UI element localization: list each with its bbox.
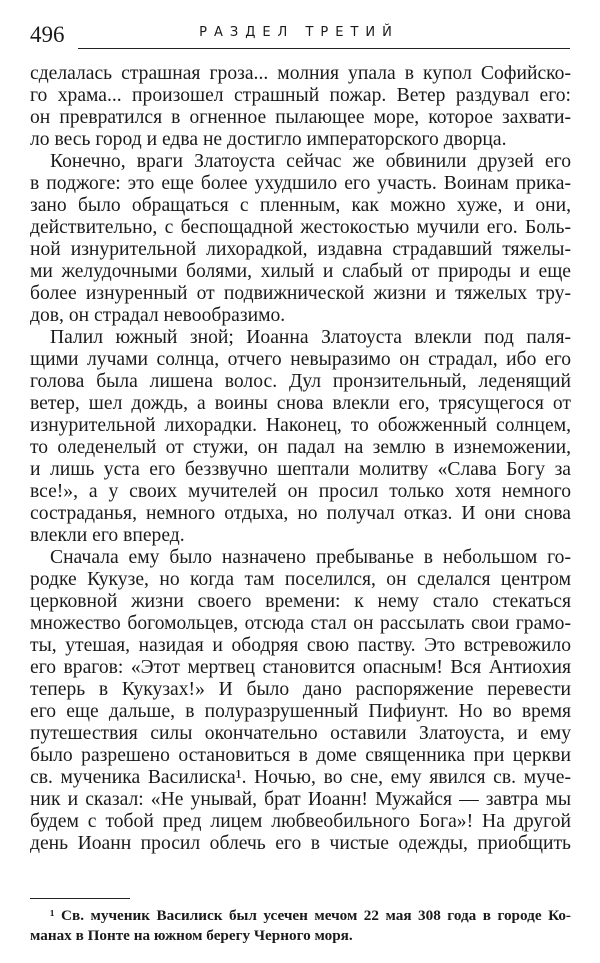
text-line: его еще дальше, в полуразрушенный Пифиунт. Но во время	[30, 701, 571, 722]
running-title-rule	[78, 20, 570, 49]
text-line: множество богомольцев, отсюда стал он рассылать свои грамо-	[30, 613, 571, 634]
text-line: все!», а у своих мучителей он просил только хотя немного	[30, 481, 571, 502]
text-line: ник и сказал: «Не унывай, брат Иоанн! Мужайся — завтра мы	[30, 789, 571, 810]
text-line: голова была лишена волос. Дул пронзительный, леденящий	[30, 371, 571, 392]
paragraph	[30, 547, 571, 855]
text-line: он превратился в огненное пылающее море, которое захвати-	[30, 107, 571, 128]
text-line: действительно, с беспощадной жестокостью мучили его. Боль-	[30, 217, 571, 238]
paragraph	[30, 327, 571, 547]
text-line: ты, утешая, назидая и ободряя свою паству. Это встревожило	[30, 635, 571, 656]
text-line: св. мученика Василиска¹. Ночью, во сне, ему явился св. муче-	[30, 767, 571, 788]
text-line: Палил южный зной; Иоанна Златоуста влекли под паля-	[50, 327, 571, 348]
text-line: будем с тобой пред лицем любвеобильного Бога»! На другой	[30, 811, 571, 832]
main-text	[30, 63, 571, 855]
running-title: РАЗДЕЛ ТРЕТИЙ	[199, 25, 399, 40]
footnote-line: манах в Понте на южном берегу Черного моря.	[30, 927, 353, 944]
text-line: ло весь город и едва не достигло императорского дворца.	[30, 129, 507, 150]
text-line: день Иоанн просил облечь его в чистые одежды, приобщить	[30, 833, 571, 854]
text-line: его врагов: «Этот мертвец становится опасным! Вся Антиохия	[30, 657, 571, 678]
text-line: влекли его вперед.	[30, 525, 185, 546]
text-line: ной изнурительной лихорадкой, издавна страдавший тяжелы-	[30, 239, 571, 260]
text-line: ми желудочными болями, хилый и слабый от природы и еще	[30, 261, 571, 282]
footnote-divider	[30, 898, 130, 899]
text-line: го храма... произошел страшный пожар. Ветер раздувал его:	[30, 85, 571, 106]
text-line: более изнуренный от подвижнической жизни и тяжелых тру-	[30, 283, 571, 304]
text-line: зано было обращаться с пленным, как можно хуже, и они,	[30, 195, 571, 216]
text-line: родке Кукузе, но когда там поселился, он сделался центром	[30, 569, 571, 590]
text-line: путешествия силы окончательно оставили Златоуста, и ему	[30, 723, 571, 744]
text-line: было разрешено остановиться в доме священника при церкви	[30, 745, 571, 766]
text-line: Сначала ему было назначено пребыванье в небольшом го-	[50, 547, 571, 568]
text-line: то оледенелый от стужи, он падал на землю в изнеможении,	[30, 437, 571, 458]
text-line: и лишь уста его беззвучно шептали молитву «Слава Богу за	[30, 459, 571, 480]
text-line: церковной жизни своего времени: к нему стало стекаться	[30, 591, 571, 612]
text-line: ветер, шел дождь, а воины снова влекли его, трясущегося от	[30, 393, 571, 414]
paragraph	[30, 151, 571, 327]
footnote-line: ¹ Св. мученик Василиск был усечен мечом 22 мая 308 года в городе Ко-	[50, 907, 571, 924]
footnote	[30, 906, 571, 946]
text-line: состраданья, немного отдыха, но получал отказ. И они снова	[30, 503, 571, 524]
text-line: изнурительной лихорадки. Наконец, то обожженный солнцем,	[30, 415, 571, 436]
text-line: сделалась страшная гроза... молния упала в купол Софийско-	[30, 63, 571, 84]
text-line: в поджоге: это еще более ухудшило его участь. Воинам прика-	[30, 173, 571, 194]
page-number: 496	[30, 22, 65, 47]
text-line: щими лучами солнца, отчего невыразимо он страдал, ибо его	[30, 349, 571, 370]
text-line: Конечно, враги Златоуста сейчас же обвинили друзей его	[50, 151, 571, 172]
page-header	[30, 20, 570, 52]
paragraph	[30, 63, 571, 151]
text-line: дов, он страдал невообразимо.	[30, 305, 286, 326]
text-line: теперь в Кукузах!» И было дано распоряжение перевести	[30, 679, 571, 700]
